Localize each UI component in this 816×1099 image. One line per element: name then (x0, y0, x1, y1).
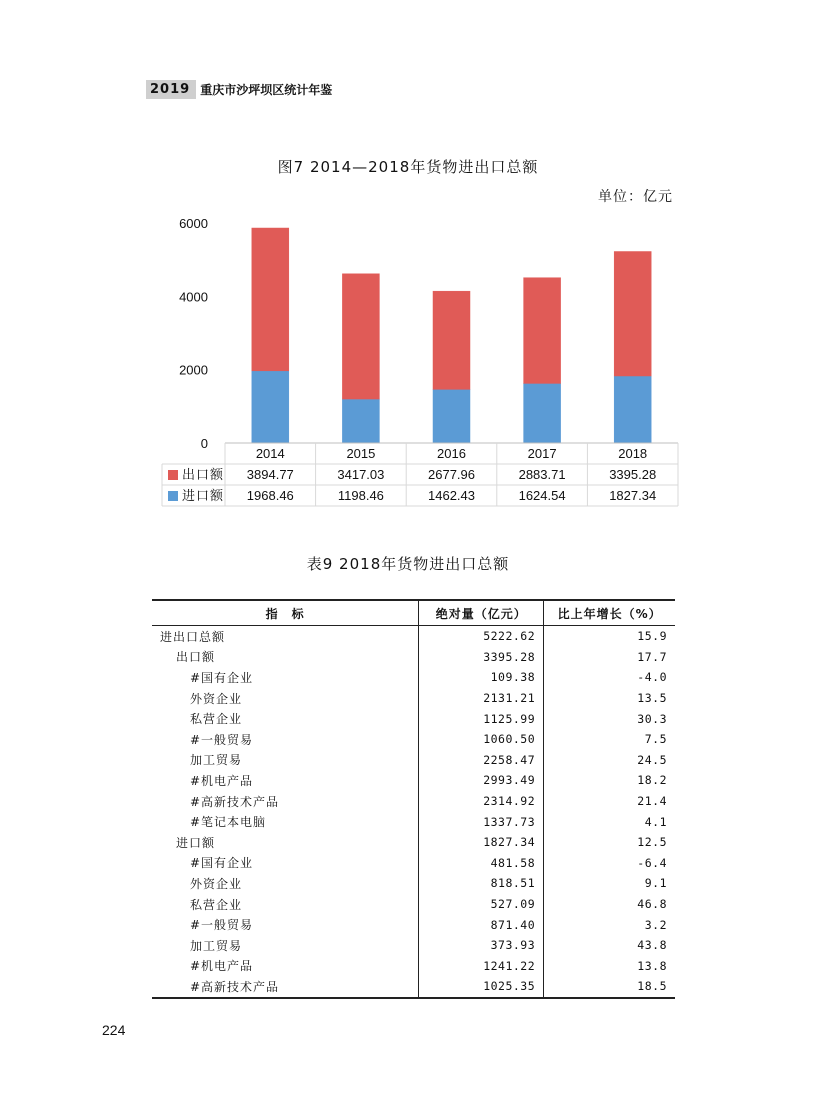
row-label: #一般贸易 (152, 729, 419, 750)
row-growth: 18.5 (544, 976, 675, 998)
row-value: 2131.21 (419, 688, 544, 709)
legend-label: 进口额 (182, 489, 225, 504)
row-growth: 3.2 (644, 917, 667, 932)
table-row (152, 791, 675, 812)
row-growth: 30.3 (637, 711, 667, 726)
row-label: 加工贸易 (152, 750, 419, 771)
y-tick-label: 6000 (179, 216, 208, 231)
row-value: 373.93 (419, 935, 544, 956)
row-growth: 18.2 (637, 773, 667, 788)
row-label: #高新技术产品 (152, 791, 419, 812)
table-row (152, 873, 675, 894)
data-value-label: 1968.46 (246, 488, 294, 503)
row-value: 1827.34 (419, 832, 544, 853)
bar-export-2016 (433, 291, 470, 389)
header-growth: 比上年增长（%） (544, 600, 675, 626)
x-category-label: 2016 (437, 446, 466, 461)
row-growth: 9.1 (644, 876, 667, 891)
legend-key-export (168, 470, 178, 480)
header-absolute: 绝对量（亿元） (419, 600, 544, 626)
table-title: 表9 2018年货物进出口总额 (306, 555, 510, 573)
data-value-label: 2677.96 (428, 467, 475, 482)
stacked-bar-chart (150, 208, 680, 510)
legend-key-import (168, 491, 178, 501)
row-label: 进出口总额 (152, 626, 419, 647)
y-tick-label: 0 (200, 436, 208, 451)
table-header-row (152, 600, 675, 626)
bar-export-2017 (524, 278, 561, 384)
data-value-label: 3395.28 (609, 467, 657, 482)
row-growth: -6.4 (637, 855, 667, 870)
legend-label: 出口额 (182, 468, 225, 483)
yearbook-title: 重庆市沙坪坝区统计年鉴 (200, 82, 333, 97)
x-category-label: 2014 (255, 446, 285, 461)
table-row (152, 914, 675, 935)
row-value: 3395.28 (419, 647, 544, 668)
table-row (152, 729, 675, 750)
data-value-label: 3417.03 (337, 467, 385, 482)
table-row (152, 647, 675, 668)
row-label: #国有企业 (152, 853, 419, 874)
row-value: 1060.50 (419, 729, 544, 750)
row-value: 5222.62 (419, 626, 544, 647)
bar-import-2014 (252, 371, 289, 443)
row-growth: 21.4 (637, 794, 667, 809)
table-row (152, 811, 675, 832)
row-value: 1125.99 (419, 708, 544, 729)
running-header (146, 79, 332, 99)
row-growth: 4.1 (644, 814, 667, 829)
row-growth: 43.8 (637, 938, 667, 953)
trade-table (152, 599, 675, 999)
data-value-label: 3894.77 (246, 467, 294, 482)
row-growth: 13.5 (637, 691, 667, 706)
row-label: 私营企业 (152, 894, 419, 915)
row-growth: 7.5 (644, 732, 667, 747)
row-label: 私营企业 (152, 708, 419, 729)
figure-unit: 单位：亿元 (598, 189, 673, 205)
header-indicator: 指 标 (152, 600, 419, 626)
row-value: 2314.92 (419, 791, 544, 812)
figure-title: 图7 2014—2018年货物进出口总额 (277, 158, 539, 176)
row-growth: 17.7 (637, 649, 667, 664)
page-number: 224 (102, 1022, 126, 1038)
x-category-label: 2018 (618, 446, 648, 461)
row-value: 1241.22 (419, 956, 544, 977)
row-value: 1337.73 (419, 811, 544, 832)
row-value: 2258.47 (419, 750, 544, 771)
data-value-label: 1827.34 (609, 488, 657, 503)
row-growth: 13.8 (637, 958, 667, 973)
table-row (152, 770, 675, 791)
bar-export-2014 (252, 228, 289, 371)
row-label: #国有企业 (152, 667, 419, 688)
row-label: #高新技术产品 (152, 976, 419, 998)
row-label: #机电产品 (152, 956, 419, 977)
table-row (152, 688, 675, 709)
x-category-label: 2015 (346, 446, 376, 461)
row-label: 外资企业 (152, 688, 419, 709)
data-value-label: 1624.54 (518, 488, 566, 503)
row-value: 527.09 (419, 894, 544, 915)
row-label: 外资企业 (152, 873, 419, 894)
row-growth: 24.5 (637, 752, 667, 767)
row-value: 818.51 (419, 873, 544, 894)
table-row (152, 956, 675, 977)
row-label: #笔记本电脑 (152, 811, 419, 832)
table-row (152, 667, 675, 688)
row-value: 109.38 (419, 667, 544, 688)
row-label: #一般贸易 (152, 914, 419, 935)
row-label: 出口额 (152, 647, 419, 668)
row-value: 871.40 (419, 914, 544, 935)
row-value: 1025.35 (419, 976, 544, 998)
bar-import-2018 (614, 376, 651, 443)
table-row (152, 894, 675, 915)
bar-import-2017 (524, 383, 561, 443)
row-growth: 12.5 (637, 835, 667, 850)
row-label: 加工贸易 (152, 935, 419, 956)
bar-import-2016 (433, 389, 470, 443)
table-row (152, 708, 675, 729)
y-tick-label: 2000 (179, 362, 208, 378)
row-growth: 46.8 (637, 897, 667, 912)
data-value-label: 2883.71 (518, 467, 566, 482)
table-row (152, 976, 675, 998)
bar-export-2015 (342, 274, 379, 399)
row-growth: -4.0 (637, 670, 667, 685)
data-value-label: 1462.43 (428, 488, 475, 503)
bar-export-2018 (614, 252, 651, 376)
row-value: 2993.49 (419, 770, 544, 791)
y-tick-label: 4000 (179, 289, 208, 305)
table-row (152, 832, 675, 853)
table-row (152, 750, 675, 771)
bar-import-2015 (342, 399, 379, 443)
table-row (152, 935, 675, 956)
x-category-label: 2017 (527, 446, 557, 461)
row-value: 481.58 (419, 853, 544, 874)
table-row (152, 853, 675, 874)
table-row (152, 626, 675, 647)
row-label: 进口额 (152, 832, 419, 853)
row-label: #机电产品 (152, 770, 419, 791)
data-value-label: 1198.46 (337, 488, 384, 503)
yearbook-year: 2019 (146, 80, 196, 99)
table-body (152, 626, 675, 998)
row-growth: 15.9 (637, 629, 667, 644)
